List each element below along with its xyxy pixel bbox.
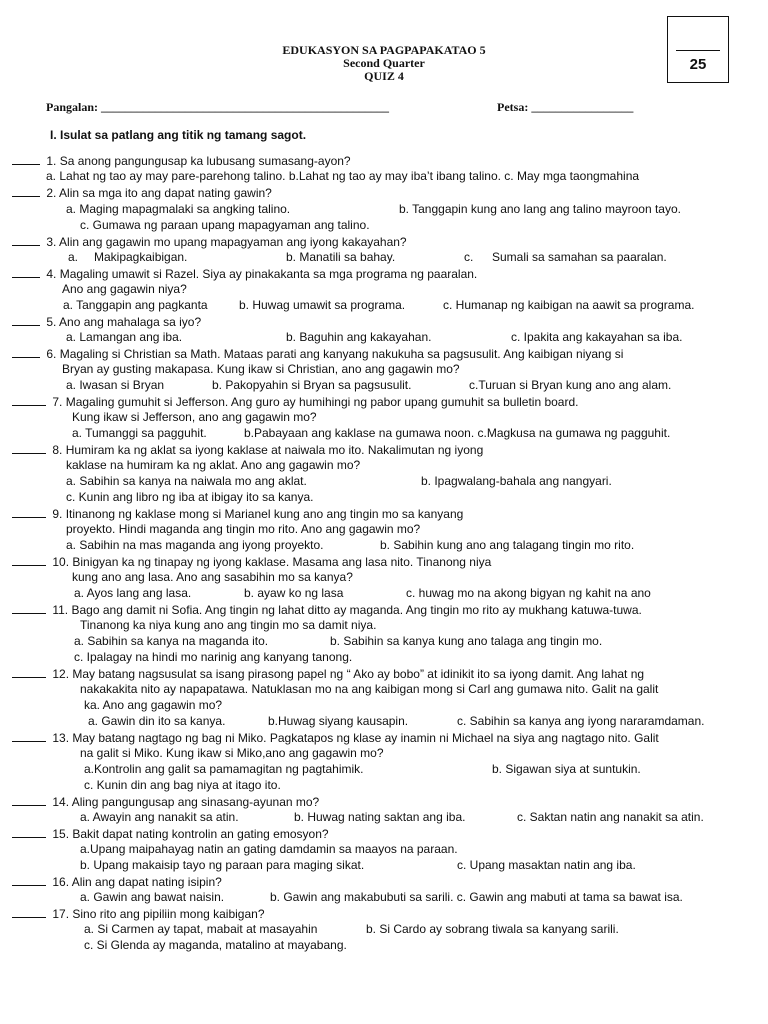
question-number: 2. [46,186,57,200]
choice-c: Sumali sa samahan sa paaralan. [492,250,667,264]
instructions: I. Isulat sa patlang ang titik ng tamang sagot. [50,128,307,142]
answer-blank [12,265,40,278]
choice-b: b. Huwag umawit sa programa. [239,298,406,312]
question-text: Bago ang damit ni Sofia. Ang tingin ng lahat ditto ay maganda. Ang tingin mo rito ay mukhang katuwa-tuwa. [71,603,642,617]
choice-a: a. Maging mapagmalaki sa angking talino. [66,202,291,216]
score-blank-line [676,50,720,51]
choice-a: a. Gawin ang bawat naisin. [80,890,225,904]
quiz-label: QUIZ 4 [364,69,404,83]
choice-b: b. Ipagwalang-bahala ang nangyari. [421,474,612,488]
question-number: 6. [46,347,57,361]
choice-b: b. Pakopyahin si Bryan sa pagsusulit. [212,378,412,392]
choice-b: b.Huwag siyang kausapin. [268,714,409,728]
choice-c: c. Kunin din ang bag niya at itago ito. [84,778,281,792]
question-text-cont: kung ano ang lasa. Ano ang sasabihin mo sa kanya? [72,570,353,584]
choice-b: b. Sigawan siya at suntukin. [492,762,641,776]
score-box [667,16,729,83]
question-text-cont: Kung ikaw si Jefferson, ano ang gagawin mo? [72,410,317,424]
answer-blank [12,905,46,918]
question-text: Alin sa mga ito ang dapat nating gawin? [59,186,272,200]
question-number: 5. [46,315,57,329]
answer-blank [12,184,40,197]
question-number: 7. [52,395,63,409]
question-number: 3. [46,235,57,249]
question-text: Alin ang dapat nating isipin? [71,875,222,889]
question-text: Sa anong pangungusap ka lubusang sumasang-ayon? [59,154,351,168]
choice-a-letter: a. [68,250,79,264]
choice-c: c. Si Glenda ay maganda, matalino at mayabang. [84,938,347,952]
date-field: Petsa: _________________ [497,100,634,114]
question-number: 13. [52,731,70,745]
name-field: Pangalan: ________________________________________________ [46,100,390,114]
choice-b: b. Manatili sa bahay. [286,250,396,264]
question-number: 16. [52,875,70,889]
question-text-cont: nakakakita nito ay napapatawa. Natuklasan mo na ang kaibigan mong si Carl ang gumawa nito. Galit na galit [80,682,659,696]
answer-blank [12,393,46,406]
question-text-cont: kaklase na humiram ka ng aklat. Ano ang gagawin mo? [66,458,361,472]
choice-c: c. Gumawa ng paraan upang mapagyaman ang talino. [80,218,370,232]
choice-b: b. Si Cardo ay sobrang tiwala sa kanyang sarili. [366,922,619,936]
choice-c-letter: c. [464,250,474,264]
choice-c: c. Humanap ng kaibigan na aawit sa programa. [443,298,695,312]
score-total: 25 [689,56,707,73]
question-text: Magaling umawit si Razel. Siya ay pinakakanta sa mga programa ng paaralan. [59,267,478,281]
choice-a: a. Sabihin na mas maganda ang iyong proyekto. [66,538,324,552]
answer-blank [12,313,40,326]
quiz-header [0,44,768,83]
question-text: Sino rito ang pipiliin mong kaibigan? [72,907,265,921]
answer-blank [12,441,46,454]
subject-title: EDUKASYON SA PAGPAPAKATAO 5 [282,43,486,57]
question-number: 14. [52,795,70,809]
question-number: 15. [52,827,70,841]
choice-b: b. Upang makaisip tayo ng paraan para maging sikat. [80,858,365,872]
answer-blank [12,601,46,614]
answer-blank [12,825,46,838]
question-text: Aling pangungusap ang sinasang-ayunan mo? [71,795,320,809]
question-number: 11. [52,603,69,617]
answer-blank [12,233,40,246]
question-number: 4. [46,267,57,281]
answer-blank [12,729,46,742]
answer-blank [12,873,46,886]
choice-a: a. Sabihin sa kanya na naiwala mo ang aklat. [66,474,307,488]
question-text: Itinanong ng kaklase mong si Marianel kung ano ang tingin mo sa kanyang [65,507,464,521]
question-number: 17. [52,907,70,921]
choice-b: b. Baguhin ang kakayahan. [286,330,432,344]
choice-a: a. Awayin ang nanakit sa atin. [80,810,239,824]
answer-blank [12,665,46,678]
question-text: Ano ang mahalaga sa iyo? [59,315,202,329]
question-number: 10. [52,555,70,569]
quarter-label: Second Quarter [343,56,425,70]
choice-a: a.Kontrolin ang galit sa pamamagitan ng pagtahimik. [84,762,364,776]
choice-b: b. Sabihin sa kanya kung ano talaga ang tingin mo. [330,634,603,648]
choice-b: b. ayaw ko ng lasa [244,586,344,600]
choice-c: c. Kunin ang libro ng iba at ibigay ito sa kanya. [66,490,314,504]
choice-c: c. Sabihin sa kanya ang iyong nararamdaman. [457,714,705,728]
question-text: Alin ang gagawin mo upang mapagyaman ang iyong kakayahan? [59,235,407,249]
question-text: Magaling si Christian sa Math. Mataas parati ang kanyang nakukuha sa pagsusulit. Ang kaibigan niyang si [59,347,624,361]
choice-a: a. Ayos lang ang lasa. [74,586,192,600]
choice-line: a. Lahat ng tao ay may pare-parehong talino. b.Lahat ng tao ay may iba’t ibang talino. c. May mga taongmahina [46,169,640,183]
choice-c: c. Upang masaktan natin ang iba. [457,858,636,872]
question-text-cont: Bryan ay gusting makapasa. Kung ikaw si Christian, ano ang gagawin mo? [62,362,460,376]
choice-a: a. Si Carmen ay tapat, mabait at masayahin [84,922,318,936]
question-text: Bakit dapat nating kontrolin an gating emosyon? [72,827,329,841]
choice-b: b. Sabihin kung ano ang talagang tingin mo rito. [380,538,635,552]
question-number: 9. [52,507,63,521]
question-text: Magaling gumuhit si Jefferson. Ang guro ay humihingi ng pabor upang gumuhit sa bulletin board. [65,395,579,409]
choice-b-c: b. Gawin ang makabubuti sa sarili. c. Gawin ang mabuti at tama sa bawat isa. [270,890,683,904]
choice-a: a.Upang maipahayag natin an gating damdamin sa maayos na paraan. [80,842,458,856]
answer-blank [12,152,40,165]
choice-a: a. Gawin din ito sa kanya. [88,714,226,728]
question-number: 1. [46,154,57,168]
answer-blank [12,505,46,518]
question-text-cont: ka. Ano ang gagawin mo? [84,698,223,712]
choice-c: c. Saktan natin ang nanakit sa atin. [517,810,704,824]
question-text: Humiram ka ng aklat sa iyong kaklase at naiwala mo ito. Nakalimutan ng iyong [65,443,484,457]
choice-a: a. Tumanggi sa pagguhit. [72,426,207,440]
answer-blank [12,793,46,806]
choice-a: a. Iwasan si Bryan [66,378,165,392]
choice-c: c. huwag mo na akong bigyan ng kahit na ano [406,586,651,600]
question-text: May batang nagtago ng bag ni Miko. Pagkatapos ng klase ay inamin ni Michael na siya ang nagtago nito. Galit [72,731,659,745]
choice-b-c: b.Pabayaan ang kaklase na gumawa noon. c.Magkusa na gumawa ng pagguhit. [244,426,671,440]
choice-c: c. Ipakita ang kakayahan sa iba. [511,330,683,344]
answer-blank [12,345,40,358]
choice-b: b. Huwag nating saktan ang iba. [294,810,466,824]
choice-a: a. Lamangan ang iba. [66,330,183,344]
question-text-cont: Ano ang gagawin niya? [62,282,187,296]
question-number: 8. [52,443,63,457]
choice-a: Makipagkaibigan. [94,250,188,264]
answer-blank [12,553,46,566]
question-text-cont: proyekto. Hindi maganda ang tingin mo rito. Ano ang gagawin mo? [66,522,421,536]
choice-b: b. Tanggapin kung ano lang ang talino mayroon tayo. [399,202,681,216]
choice-a: a. Sabihin sa kanya na maganda ito. [74,634,269,648]
question-text-cont: Tinanong ka niya kung ano ang tingin mo sa damit niya. [80,618,377,632]
choice-c: c.Turuan si Bryan kung ano ang alam. [469,378,672,392]
choice-c: c. Ipalagay na hindi mo narinig ang kanyang tanong. [74,650,353,664]
question-text: May batang nagsusulat sa isang pirasong papel ng “ Ako ay bobo” at idinikit ito sa iyong damit. Ang lahat ng [72,667,645,681]
choice-a: a. Tanggapin ang pagkanta [63,298,208,312]
question-text-cont: na galit si Miko. Kung ikaw si Miko,ano ang gagawin mo? [80,746,384,760]
question-text: Binigyan ka ng tinapay ng iyong kaklase. Masama ang lasa nito. Tinanong niya [72,555,492,569]
question-number: 12. [52,667,70,681]
